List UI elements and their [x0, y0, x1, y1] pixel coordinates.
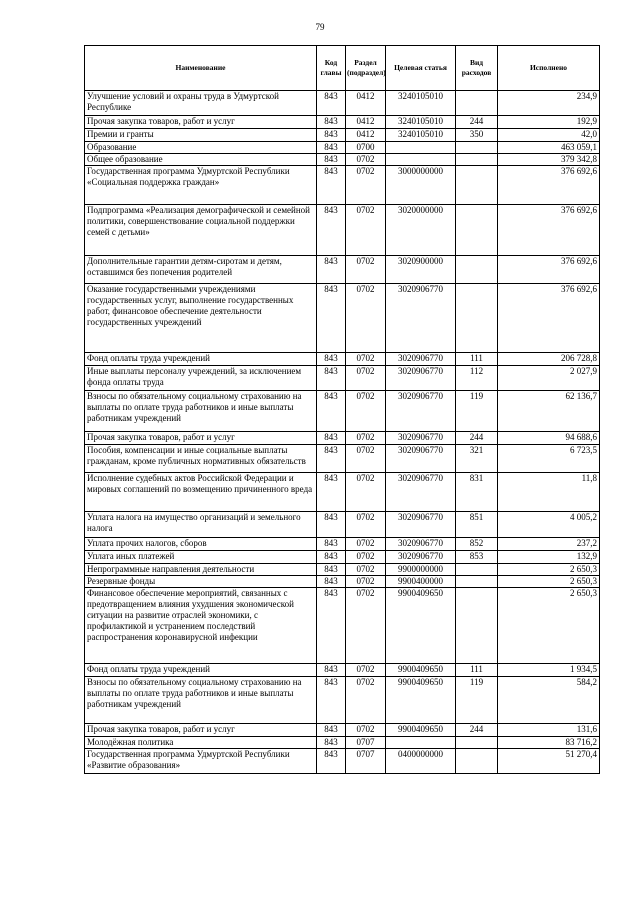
row-name: Финансовое обеспечение мероприятий, связанных с предотвращением влияния ухудшения экономической ситуации на развитие отраслей экономики, с профилактикой и устранением последствий распространения коронавирусной инфекции — [85, 588, 317, 664]
row-section: 0702 — [346, 677, 386, 724]
row-target: 3240105010 — [386, 129, 456, 142]
row-amount: 234,9 — [498, 91, 600, 116]
row-name: Пособия, компенсации и иные социальные выплаты гражданам, кроме публичных нормативных обязательств — [85, 445, 317, 473]
row-expense-type — [456, 91, 498, 116]
table-row — [85, 154, 600, 166]
table-row — [85, 677, 600, 724]
row-code: 843 — [317, 538, 346, 551]
row-expense-type: 851 — [456, 512, 498, 538]
row-amount: 42,0 — [498, 129, 600, 142]
row-name: Подпрограмма «Реализация демографической и семейной политики, совершенствование социальной поддержки семей с детьми» — [85, 205, 317, 256]
row-target: 3020906770 — [386, 432, 456, 445]
row-section: 0702 — [346, 366, 386, 391]
row-section: 0702 — [346, 205, 386, 256]
row-target: 3020906770 — [386, 391, 456, 432]
row-amount: 2 650,3 — [498, 588, 600, 664]
row-section: 0702 — [346, 588, 386, 664]
row-section: 0700 — [346, 142, 386, 154]
row-name: Государственная программа Удмуртской Республики «Развитие образования» — [85, 749, 317, 774]
row-expense-type: 119 — [456, 391, 498, 432]
table-row — [85, 664, 600, 677]
row-section: 0702 — [346, 576, 386, 588]
row-section: 0702 — [346, 564, 386, 576]
row-expense-type — [456, 205, 498, 256]
row-code: 843 — [317, 284, 346, 353]
row-section: 0702 — [346, 353, 386, 366]
row-target: 3020906770 — [386, 551, 456, 564]
row-expense-type: 350 — [456, 129, 498, 142]
row-code: 843 — [317, 677, 346, 724]
row-code: 843 — [317, 366, 346, 391]
row-section: 0702 — [346, 166, 386, 205]
row-amount: 584,2 — [498, 677, 600, 724]
row-amount: 94 688,6 — [498, 432, 600, 445]
row-expense-type — [456, 576, 498, 588]
row-target: 9900000000 — [386, 564, 456, 576]
row-amount: 62 136,7 — [498, 391, 600, 432]
row-amount: 2 650,3 — [498, 576, 600, 588]
row-target: 3240105010 — [386, 116, 456, 129]
row-code: 843 — [317, 129, 346, 142]
row-name: Прочая закупка товаров, работ и услуг — [85, 116, 317, 129]
row-name: Улучшение условий и охраны труда в Удмуртской Республике — [85, 91, 317, 116]
row-name: Фонд оплаты труда учреждений — [85, 664, 317, 677]
row-code: 843 — [317, 256, 346, 284]
row-expense-type: 321 — [456, 445, 498, 473]
budget-execution-table — [84, 45, 600, 774]
row-amount: 1 934,5 — [498, 664, 600, 677]
row-expense-type: 111 — [456, 353, 498, 366]
row-section: 0702 — [346, 473, 386, 512]
row-expense-type — [456, 154, 498, 166]
row-section: 0702 — [346, 664, 386, 677]
row-amount: 2 650,3 — [498, 564, 600, 576]
header-code: Код главы — [317, 46, 346, 91]
row-section: 0702 — [346, 512, 386, 538]
row-expense-type — [456, 588, 498, 664]
row-expense-type: 244 — [456, 724, 498, 737]
row-expense-type — [456, 256, 498, 284]
row-amount: 376 692,6 — [498, 166, 600, 205]
row-section: 0702 — [346, 432, 386, 445]
row-expense-type: 119 — [456, 677, 498, 724]
row-name: Фонд оплаты труда учреждений — [85, 353, 317, 366]
row-expense-type — [456, 142, 498, 154]
row-name: Исполнение судебных актов Российской Федерации и мировых соглашений по возмещению причиненного вреда — [85, 473, 317, 512]
row-code: 843 — [317, 737, 346, 749]
row-target: 9900409650 — [386, 677, 456, 724]
row-code: 843 — [317, 588, 346, 664]
row-code: 843 — [317, 391, 346, 432]
row-expense-type: 852 — [456, 538, 498, 551]
row-code: 843 — [317, 473, 346, 512]
row-section: 0412 — [346, 129, 386, 142]
row-target: 9900409650 — [386, 588, 456, 664]
row-amount: 463 059,1 — [498, 142, 600, 154]
row-name: Взносы по обязательному социальному страхованию на выплаты по оплате труда работников и иные выплаты работникам учреждений — [85, 391, 317, 432]
row-target: 9900409650 — [386, 724, 456, 737]
row-section: 0702 — [346, 445, 386, 473]
row-code: 843 — [317, 724, 346, 737]
header-name: Наименование — [85, 46, 317, 91]
header-section: Раздел (подраздел) — [346, 46, 386, 91]
row-section: 0702 — [346, 154, 386, 166]
header-target: Целевая статья — [386, 46, 456, 91]
row-section: 0412 — [346, 116, 386, 129]
row-target: 3020906770 — [386, 445, 456, 473]
row-target: 0400000000 — [386, 749, 456, 774]
row-amount: 6 723,5 — [498, 445, 600, 473]
table-row — [85, 129, 600, 142]
row-code: 843 — [317, 749, 346, 774]
row-name: Образование — [85, 142, 317, 154]
row-target: 3240105010 — [386, 91, 456, 116]
row-name: Уплата прочих налогов, сборов — [85, 538, 317, 551]
row-amount: 376 692,6 — [498, 256, 600, 284]
row-name: Дополнительные гарантии детям-сиротам и детям, оставшимся без попечения родителей — [85, 256, 317, 284]
row-name: Уплата налога на имущество организаций и земельного налога — [85, 512, 317, 538]
table-row — [85, 116, 600, 129]
table-row — [85, 724, 600, 737]
row-section: 0702 — [346, 551, 386, 564]
row-name: Молодёжная политика — [85, 737, 317, 749]
row-target: 3020906770 — [386, 512, 456, 538]
table-row — [85, 576, 600, 588]
row-expense-type: 111 — [456, 664, 498, 677]
table-row — [85, 551, 600, 564]
row-amount: 51 270,4 — [498, 749, 600, 774]
header-amount: Исполнено — [498, 46, 600, 91]
row-code: 843 — [317, 564, 346, 576]
table-row — [85, 432, 600, 445]
row-section: 0702 — [346, 284, 386, 353]
row-target: 9900409650 — [386, 664, 456, 677]
row-name: Прочая закупка товаров, работ и услуг — [85, 432, 317, 445]
row-name: Иные выплаты персоналу учреждений, за исключением фонда оплаты труда — [85, 366, 317, 391]
row-name: Резервные фонды — [85, 576, 317, 588]
table-row — [85, 749, 600, 774]
table-row — [85, 284, 600, 353]
row-target: 3000000000 — [386, 166, 456, 205]
row-code: 843 — [317, 576, 346, 588]
table-row — [85, 564, 600, 576]
page-number: 79 — [315, 22, 325, 32]
row-amount: 132,9 — [498, 551, 600, 564]
table-row — [85, 166, 600, 205]
table-row — [85, 588, 600, 664]
row-target: 9900400000 — [386, 576, 456, 588]
row-expense-type — [456, 284, 498, 353]
row-code: 843 — [317, 91, 346, 116]
row-amount: 376 692,6 — [498, 205, 600, 256]
table-row — [85, 538, 600, 551]
row-code: 843 — [317, 154, 346, 166]
row-amount: 192,9 — [498, 116, 600, 129]
table-row — [85, 91, 600, 116]
row-section: 0707 — [346, 749, 386, 774]
table-row — [85, 445, 600, 473]
row-name: Государственная программа Удмуртской Республики «Социальная поддержка граждан» — [85, 166, 317, 205]
row-code: 843 — [317, 664, 346, 677]
row-expense-type — [456, 166, 498, 205]
row-amount: 4 005,2 — [498, 512, 600, 538]
row-name: Оказание государственными учреждениями государственных услуг, выполнение государственных работ, финансовое обеспечение деятельности государственных учреждений — [85, 284, 317, 353]
table-row — [85, 366, 600, 391]
row-amount: 83 716,2 — [498, 737, 600, 749]
row-amount: 11,8 — [498, 473, 600, 512]
row-amount: 206 728,8 — [498, 353, 600, 366]
row-expense-type: 831 — [456, 473, 498, 512]
row-expense-type — [456, 749, 498, 774]
row-target: 3020906770 — [386, 538, 456, 551]
table-row — [85, 353, 600, 366]
table-row — [85, 737, 600, 749]
row-code: 843 — [317, 166, 346, 205]
row-expense-type — [456, 737, 498, 749]
row-name: Премии и гранты — [85, 129, 317, 142]
row-target: 3020900000 — [386, 256, 456, 284]
table-row — [85, 142, 600, 154]
row-target: 3020906770 — [386, 284, 456, 353]
row-code: 843 — [317, 551, 346, 564]
row-target: 3020906770 — [386, 366, 456, 391]
table-header-row — [85, 46, 600, 91]
row-expense-type — [456, 564, 498, 576]
row-target: 3020000000 — [386, 205, 456, 256]
row-amount: 131,6 — [498, 724, 600, 737]
table-row — [85, 473, 600, 512]
row-target — [386, 154, 456, 166]
table-row — [85, 205, 600, 256]
row-amount: 379 342,8 — [498, 154, 600, 166]
row-section: 0707 — [346, 737, 386, 749]
row-code: 843 — [317, 353, 346, 366]
row-amount: 237,2 — [498, 538, 600, 551]
row-section: 0412 — [346, 91, 386, 116]
row-code: 843 — [317, 205, 346, 256]
row-target: 3020906770 — [386, 473, 456, 512]
row-amount: 2 027,9 — [498, 366, 600, 391]
row-code: 843 — [317, 512, 346, 538]
row-name: Взносы по обязательному социальному страхованию на выплаты по оплате труда работников и иные выплаты работникам учреждений — [85, 677, 317, 724]
row-code: 843 — [317, 445, 346, 473]
row-section: 0702 — [346, 724, 386, 737]
row-expense-type: 112 — [456, 366, 498, 391]
row-amount: 376 692,6 — [498, 284, 600, 353]
row-expense-type: 244 — [456, 432, 498, 445]
row-expense-type: 244 — [456, 116, 498, 129]
row-expense-type: 853 — [456, 551, 498, 564]
row-section: 0702 — [346, 391, 386, 432]
table-row — [85, 512, 600, 538]
header-expense-type: Вид расходов — [456, 46, 498, 91]
row-target — [386, 142, 456, 154]
row-name: Прочая закупка товаров, работ и услуг — [85, 724, 317, 737]
row-name: Непрограммные направления деятельности — [85, 564, 317, 576]
row-code: 843 — [317, 432, 346, 445]
table-row — [85, 256, 600, 284]
row-name: Общее образование — [85, 154, 317, 166]
row-code: 843 — [317, 142, 346, 154]
row-target — [386, 737, 456, 749]
row-code: 843 — [317, 116, 346, 129]
row-section: 0702 — [346, 256, 386, 284]
row-section: 0702 — [346, 538, 386, 551]
row-target: 3020906770 — [386, 353, 456, 366]
table-row — [85, 391, 600, 432]
row-name: Уплата иных платежей — [85, 551, 317, 564]
